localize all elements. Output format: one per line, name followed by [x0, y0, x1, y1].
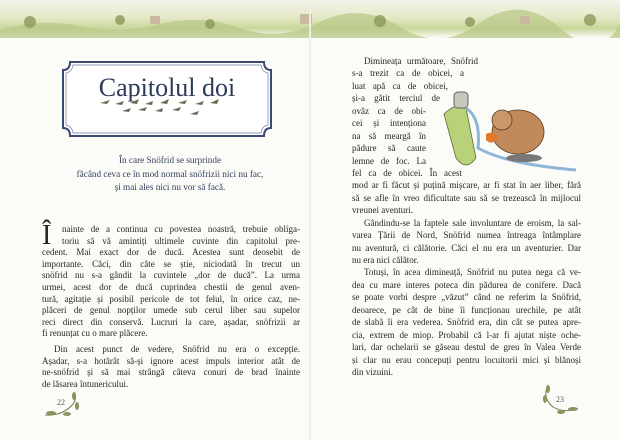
text-line: urmei, acest dor de ducă cuprindea chestii de genul aven- — [42, 281, 300, 292]
text-line: se poate vorbi despre „văzut” când ne referim la Snöfrid, — [352, 292, 581, 303]
book-gutter — [309, 0, 311, 440]
text-line: na să meargă în — [352, 130, 426, 141]
text-line: cia, extrem de miop. Probabil că l-ar fi ajutat niște oche- — [352, 329, 581, 340]
subtitle-line: făcând ceva ce în mod normal snöfrizii nici nu fac, — [76, 168, 264, 179]
text-line: de slabă îi era vederea. Snöfrid era, din cât se putea apre- — [352, 317, 581, 328]
text-line: pădure să caute — [352, 143, 426, 154]
chapter-subtitle — [40, 154, 300, 195]
text-line: să se afle în vreo dificultate sau să se trezească în mijlocul — [352, 192, 581, 203]
text-line: tură, agitație și posibil pericole de tot felul, în orice caz, ne- — [42, 293, 300, 304]
paragraph — [352, 217, 581, 267]
drop-cap: Î — [42, 220, 52, 251]
text-line: varea Țării de Nord, Snöfrid numea întreaga întâmplare — [352, 230, 581, 241]
text-line: mod ar fi făcut și puțină mișcare, ar fi stat în aer liber, fără — [352, 180, 581, 191]
text-line: ovăz ca de obi- — [352, 105, 426, 116]
text-line: plăceri de genul nopților umede sub cerul liber sau supelor — [42, 305, 300, 316]
text-line: Așadar, s-a hotărât să-și ignore acest impuls interior atât de — [42, 355, 300, 366]
text-line: dea cu mare interes poteca din pădurea de conifere. Dacă — [352, 279, 581, 290]
snofrid-illustration — [436, 88, 586, 174]
text-line: nu aventură, ci călătorie. Căci el nu era un aventurier. Dar — [352, 242, 581, 253]
paragraph — [352, 266, 581, 378]
paragraph — [42, 344, 300, 390]
text-line: deoarece, pe cât de bine îi funcționau urechile, pe atât — [352, 304, 581, 315]
text-line: reci direct din conservă. Lucruri la care, așadar, snöfrizii ar — [42, 316, 300, 327]
subtitle-line: În care Snöfrid se surprinde — [118, 155, 222, 165]
text-line: și clar nu erau concepuți pentru locuitorii mici și blănoși — [352, 354, 581, 365]
text-line: din vizuini. — [352, 366, 393, 377]
text-line: snöfrid nu s-a gândit la cuvintele „dor de ducă”. La urma — [42, 270, 300, 281]
text-line: Dimineața următoare, Snöfrid — [364, 56, 478, 66]
page-ornament-right — [541, 385, 581, 419]
page-number: 23 — [556, 395, 564, 404]
paragraph — [42, 220, 300, 340]
page-ornament-left — [43, 390, 83, 422]
text-line: și-a gătit terciul de — [352, 93, 440, 104]
text-line: importante. Căci, din câte se știe, niciodată în trecut un — [42, 258, 300, 269]
text-line: nainte de a continua cu povestea noastră, trebuie obliga- — [62, 224, 300, 234]
chapter-title-frame — [60, 59, 274, 139]
page-number: 22 — [57, 398, 65, 407]
text-line: lemne de foc. La — [352, 155, 426, 166]
text-line: lari, dar ochelarii se găseau destul de greu în Valea Verde — [352, 342, 581, 353]
text-line: Gândindu-se la faptele sale involuntare de eroism, la sal- — [364, 217, 581, 228]
text-line: de lăsarea întunericului. — [42, 378, 129, 389]
left-body-text — [42, 220, 300, 390]
chapter-title: Capitolul doi — [98, 73, 236, 102]
text-line: nu era nici călător. — [352, 255, 419, 265]
text-line: fi renunțat cu o mare plăcere. — [42, 328, 148, 339]
text-line: cedent. Mai exact dor de ducă. Acestea sunt deosebit de — [42, 247, 300, 258]
text-line: s-a trezit ca de obicei, a — [352, 68, 464, 79]
text-line: luat apă ca de obicei, — [352, 80, 448, 91]
text-line: Din acest punct de vedere, Snöfrid nu era o excepție. — [54, 343, 300, 354]
text-line: vreunei aventuri. — [352, 205, 413, 216]
text-line: ne-snöfrid și să mai strângă câteva conuri de brad înainte — [42, 367, 300, 378]
text-line: cei și intenționa — [352, 118, 426, 129]
subtitle-line: și mai ales nici nu vor să facă. — [114, 182, 226, 192]
text-line: toriu să vă amintiți ultimele cuvinte din capitolul pre- — [62, 235, 300, 246]
text-line: Totuși, în acea dimineață, Snöfrid nu putea nega că ve- — [364, 267, 581, 278]
text-line: fel ca de obicei. În acest — [352, 167, 462, 178]
